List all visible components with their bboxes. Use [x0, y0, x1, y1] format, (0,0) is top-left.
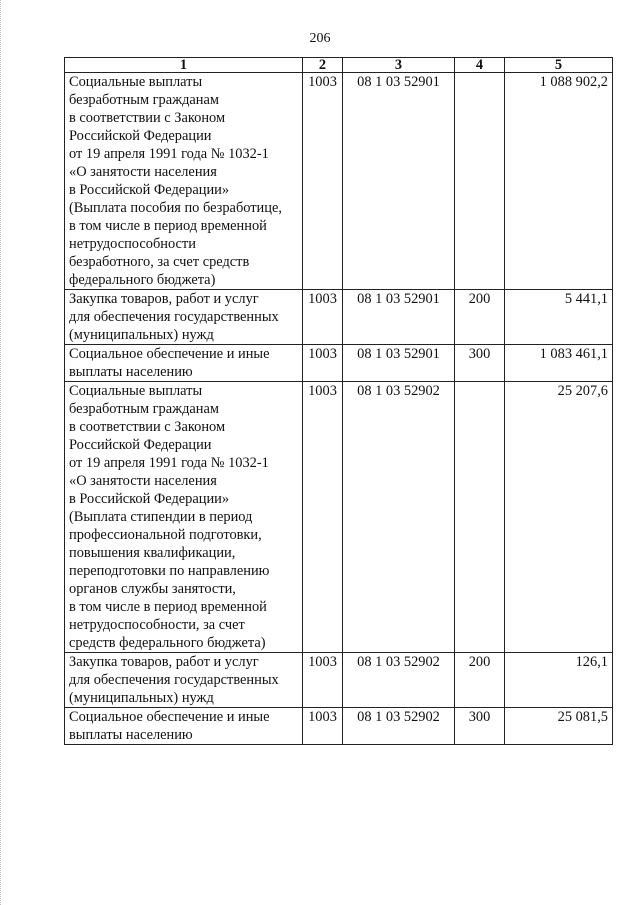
table-row: [65, 290, 613, 345]
table-row: [65, 382, 613, 653]
row-section: 1003: [303, 708, 343, 745]
row-expense-type: [455, 382, 505, 653]
row-expense-type: 300: [455, 708, 505, 745]
row-name: Социальное обеспечение и иные выплаты населению: [65, 345, 303, 382]
row-section: 1003: [303, 382, 343, 653]
row-amount: 1 088 902,2: [505, 73, 613, 290]
column-header-expense-type: 4: [455, 58, 505, 73]
row-target-code: 08 1 03 52901: [343, 345, 455, 382]
page-number: 206: [309, 31, 331, 46]
row-amount: 1 083 461,1: [505, 345, 613, 382]
table-header-row: [65, 58, 613, 73]
row-expense-type: 300: [455, 345, 505, 382]
row-section: 1003: [303, 345, 343, 382]
column-header-target: 3: [343, 58, 455, 73]
row-target-code: 08 1 03 52901: [343, 73, 455, 290]
row-section: 1003: [303, 653, 343, 708]
column-header-section: 2: [303, 58, 343, 73]
table-row: [65, 708, 613, 745]
row-section: 1003: [303, 290, 343, 345]
page-edge-marks: [0, 0, 2, 905]
row-expense-type: 200: [455, 290, 505, 345]
budget-table: [64, 57, 613, 745]
row-target-code: 08 1 03 52901: [343, 290, 455, 345]
row-name: Закупка товаров, работ и услуг для обеспечения государственных (муниципальных) нужд: [65, 290, 303, 345]
table-row: [65, 345, 613, 382]
row-amount: 5 441,1: [505, 290, 613, 345]
row-name: Социальное обеспечение и иные выплаты населению: [65, 708, 303, 745]
row-section: 1003: [303, 73, 343, 290]
row-name: Социальные выплаты безработным гражданам в соответствии с Законом Российской Федерации от 19 апреля 1991 года № 1032-1 «О занятости населения в Российской Федерации» (Выплата пособия по безработице, в том числе в период временной нетрудоспособности безработного, за счет средств федерального бюджета): [65, 73, 303, 290]
row-target-code: 08 1 03 52902: [343, 382, 455, 653]
row-amount: 126,1: [505, 653, 613, 708]
table-row: [65, 653, 613, 708]
column-header-name: 1: [65, 58, 303, 73]
row-amount: 25 207,6: [505, 382, 613, 653]
row-name: Социальные выплаты безработным гражданам в соответствии с Законом Российской Федерации от 19 апреля 1991 года № 1032-1 «О занятости населения в Российской Федерации» (Выплата стипендии в период профессиональной подготовки, повышения квалификации, переподготовки по направлению органов службы занятости, в том числе в период временной нетрудоспособности, за счет средств федерального бюджета): [65, 382, 303, 653]
row-expense-type: [455, 73, 505, 290]
column-header-amount: 5: [505, 58, 613, 73]
row-target-code: 08 1 03 52902: [343, 653, 455, 708]
row-expense-type: 200: [455, 653, 505, 708]
row-amount: 25 081,5: [505, 708, 613, 745]
table-row: [65, 73, 613, 290]
row-target-code: 08 1 03 52902: [343, 708, 455, 745]
row-name: Закупка товаров, работ и услуг для обеспечения государственных (муниципальных) нужд: [65, 653, 303, 708]
